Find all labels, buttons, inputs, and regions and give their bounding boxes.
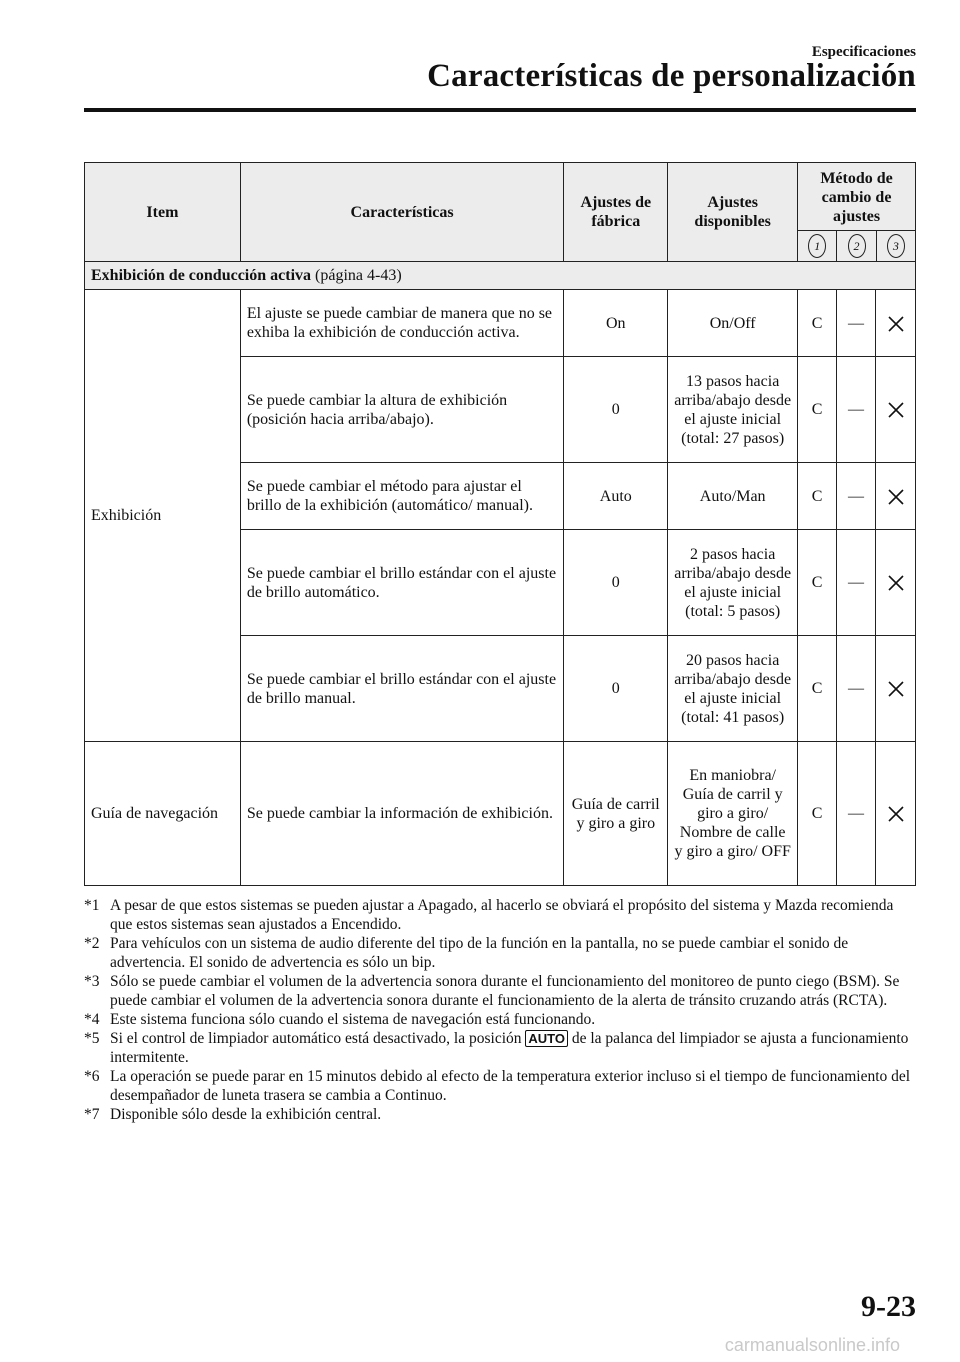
header-item: Item (85, 163, 241, 262)
section-row (85, 262, 916, 290)
method2-cell: — (837, 357, 876, 463)
method-numbers (798, 230, 915, 261)
footnotes (84, 896, 914, 1124)
available-cell: Auto/Man (668, 463, 798, 530)
available-cell: On/Off (668, 290, 798, 357)
method2-cell: — (837, 530, 876, 636)
section-title-cell (85, 262, 916, 290)
factory-cell: 0 (564, 357, 668, 463)
method3-cell (876, 530, 916, 636)
method1-cell: C (798, 290, 837, 357)
factory-cell: Guía de carril y giro a giro (564, 742, 668, 886)
header-factory: Ajustes de fábrica (564, 163, 668, 262)
header-method (798, 163, 916, 262)
method3-cell (876, 742, 916, 886)
available-cell: 13 pasos hacia arriba/abajo desde el ajuste inicial (total: 27 pasos) (668, 357, 798, 463)
available-cell: 2 pasos hacia arriba/abajo desde el ajuste inicial (total: 5 pasos) (668, 530, 798, 636)
cross-icon (887, 574, 905, 592)
page-title: Características de personalización (427, 58, 916, 94)
factory-cell: Auto (564, 463, 668, 530)
feature-cell: Se puede cambiar el brillo estándar con el ajuste de brillo automático. (240, 530, 564, 636)
header-available: Ajustes disponibles (668, 163, 798, 262)
title-rule (84, 108, 916, 112)
customization-table (84, 162, 916, 886)
header-features: Características (240, 163, 564, 262)
footnote: *7 Disponible sólo desde la exhibición central. (84, 1106, 382, 1123)
factory-cell: 0 (564, 636, 668, 742)
available-cell: 20 pasos hacia arriba/abajo desde el ajuste inicial (total: 41 pasos) (668, 636, 798, 742)
footnote: *5 Si el control de limpiador automático está desactivado, la posición AUTO de la palanca del limpiador se ajusta a funcionamiento intermitente. (84, 1030, 909, 1066)
cross-icon (887, 401, 905, 419)
footnote: *1 A pesar de que estos sistemas se pueden ajustar a Apagado, al hacerlo se obviará el propósito del sistema y Mazda recomienda que estos sistemas sean ajustados a Encendido. (84, 897, 894, 933)
feature-cell: Se puede cambiar el método para ajustar el brillo de la exhibición (automático/ manual). (240, 463, 564, 530)
cross-icon (887, 805, 905, 823)
factory-cell: On (564, 290, 668, 357)
section-label: Especificaciones (811, 44, 916, 60)
cross-icon (887, 315, 905, 333)
method2-cell: — (837, 290, 876, 357)
section-page-ref: (página 4-43) (315, 267, 402, 284)
method1-cell: C (798, 530, 837, 636)
method3-cell (876, 357, 916, 463)
method3-cell (876, 290, 916, 357)
method-number-2: 2 (836, 231, 875, 261)
item-cell: Exhibición (85, 290, 241, 742)
table-row (85, 742, 916, 886)
cross-icon (887, 680, 905, 698)
footnote: *3 Sólo se puede cambiar el volumen de la advertencia sonora durante el funcionamiento del monitoreo de punto ciego (BSM). Se puede cambiar el volumen de la advertencia sonora durante el funcionamiento de la alerta de tránsito cruzando atrás (RCTA). (84, 973, 900, 1009)
method1-cell: C (798, 742, 837, 886)
method1-cell: C (798, 636, 837, 742)
watermark: carmanualsonline.info (724, 1335, 900, 1355)
item-cell: Guía de navegación (85, 742, 241, 886)
page-number: 9-23 (861, 1290, 916, 1323)
footnote: *6 La operación se puede parar en 15 minutos debido al efecto de la temperatura exterior incluso si el tiempo de funcionamiento del desempañador de luneta trasera se cambia a Continuo. (84, 1068, 911, 1104)
feature-cell: Se puede cambiar la información de exhibición. (240, 742, 564, 886)
method2-cell: — (837, 636, 876, 742)
feature-cell: El ajuste se puede cambiar de manera que no se exhiba la exhibición de conducción activa. (240, 290, 564, 357)
method-number-3: 3 (876, 231, 915, 261)
footnote: *2 Para vehículos con un sistema de audio diferente del tipo de la función en la pantalla, no se puede cambiar el sonido de advertencia. El sonido de advertencia es sólo un bip. (84, 935, 849, 971)
method3-cell (876, 463, 916, 530)
method2-cell: — (837, 463, 876, 530)
auto-position-badge: AUTO (525, 1030, 568, 1047)
feature-cell: Se puede cambiar el brillo estándar con el ajuste de brillo manual. (240, 636, 564, 742)
cross-icon (887, 488, 905, 506)
method2-cell: — (837, 742, 876, 886)
footnote: *4 Este sistema funciona sólo cuando el sistema de navegación está funcionando. (84, 1011, 596, 1028)
method1-cell: C (798, 357, 837, 463)
table-row (85, 290, 916, 357)
available-cell: En maniobra/ Guía de carril y giro a giro/ Nombre de calle y giro a giro/ OFF (668, 742, 798, 886)
header-method-label: Método de cambio de ajustes (820, 169, 893, 225)
method-number-1: 1 (798, 231, 836, 261)
feature-cell: Se puede cambiar la altura de exhibición (posición hacia arriba/abajo). (240, 357, 564, 463)
method3-cell (876, 636, 916, 742)
method1-cell: C (798, 463, 837, 530)
factory-cell: 0 (564, 530, 668, 636)
section-title: Exhibición de conducción activa (91, 267, 312, 284)
